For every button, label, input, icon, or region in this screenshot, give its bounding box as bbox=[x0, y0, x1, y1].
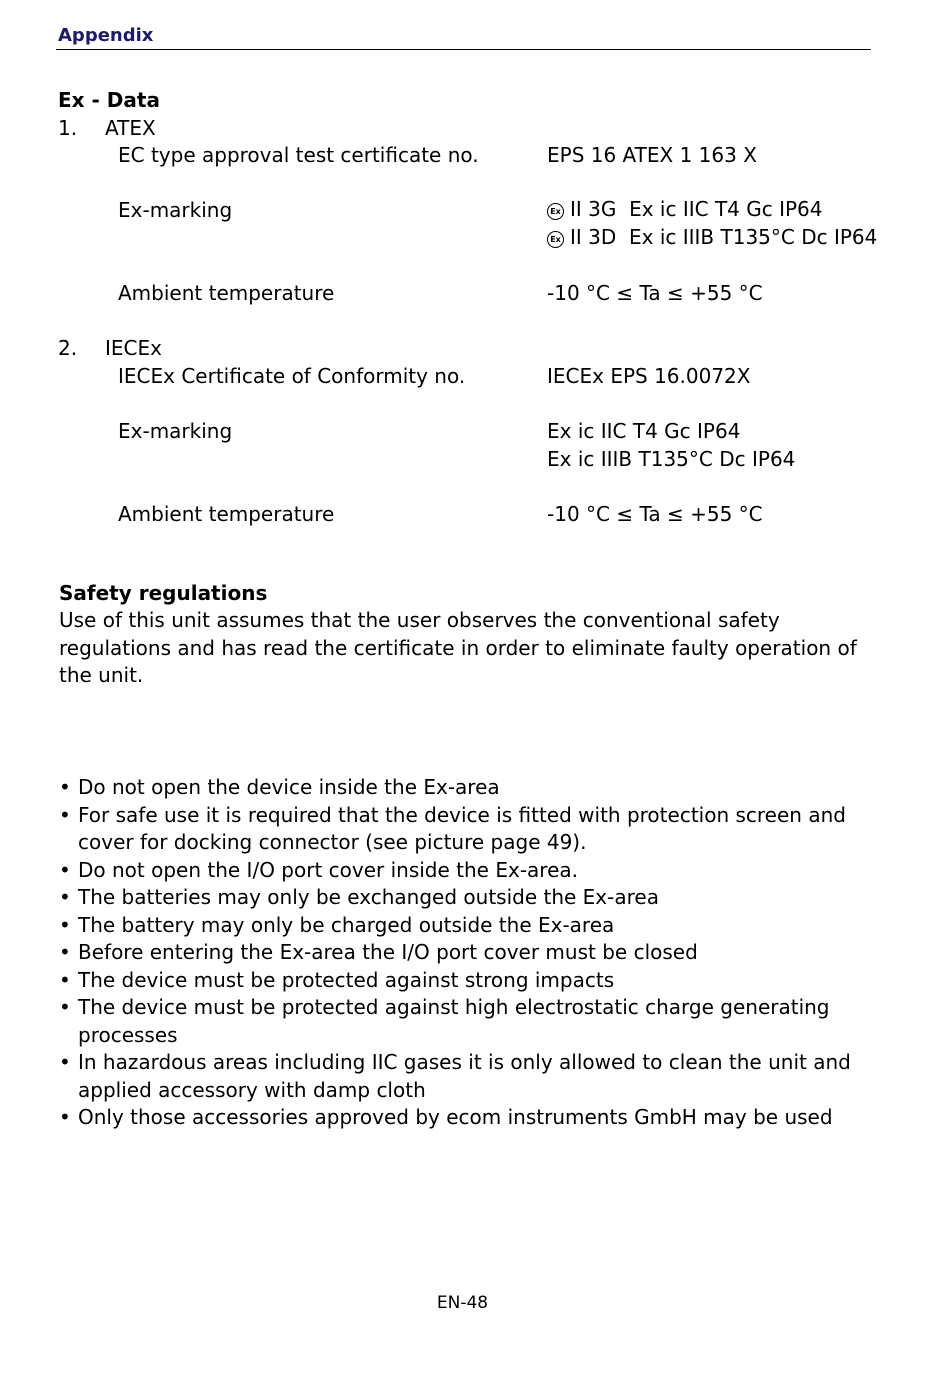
ex-mark-icon: Ex bbox=[547, 203, 564, 220]
header-title: Appendix bbox=[58, 25, 154, 46]
list-item: • The batteries may only be exchanged outside the Ex-area bbox=[59, 884, 879, 912]
ex-marking-line: Ex ic IIIB T135°C Dc IP64 bbox=[547, 447, 796, 471]
ambient-temperature-value: -10 °C ≤ Ta ≤ +55 °C bbox=[547, 502, 763, 526]
certificate-value: EPS 16 ATEX 1 163 X bbox=[547, 143, 757, 167]
list-item: • Do not open the device inside the Ex-area bbox=[59, 774, 879, 802]
certificate-value: IECEx EPS 16.0072X bbox=[547, 364, 751, 388]
section-title: ATEX bbox=[105, 116, 156, 140]
list-item: • For safe use it is required that the device is fitted with protection screen and cover for docking connector (see picture page 49). bbox=[59, 802, 879, 857]
ex-marking-label: Ex-marking bbox=[118, 198, 233, 222]
ex-data-heading: Ex - Data bbox=[58, 88, 160, 112]
list-item: • The battery may only be charged outside the Ex-area bbox=[59, 912, 879, 940]
list-item: • In hazardous areas including IIC gases it is only allowed to clean the unit and applied accessory with damp cloth bbox=[59, 1049, 879, 1104]
ambient-temperature-label: Ambient temperature bbox=[118, 281, 335, 305]
section-title: IECEx bbox=[105, 336, 162, 360]
header-divider bbox=[56, 49, 871, 50]
ex-marking-label: Ex-marking bbox=[118, 419, 233, 443]
page-number: EN-48 bbox=[436, 1293, 489, 1313]
ex-mark-icon: Ex bbox=[547, 231, 564, 248]
ambient-temperature-value: -10 °C ≤ Ta ≤ +55 °C bbox=[547, 281, 763, 305]
section-number: 1. bbox=[58, 116, 78, 140]
certificate-label: EC type approval test certificate no. bbox=[118, 143, 479, 167]
list-item: • Only those accessories approved by ecom instruments GmbH may be used bbox=[59, 1104, 879, 1132]
list-item: • The device must be protected against high electrostatic charge generating processes bbox=[59, 994, 879, 1049]
certificate-label: IECEx Certificate of Conformity no. bbox=[118, 364, 466, 388]
ex-marking-line: Ex ic IIC T4 Gc IP64 bbox=[547, 419, 741, 443]
safety-bullet-list bbox=[59, 774, 879, 1132]
list-item: • Before entering the Ex-area the I/O port cover must be closed bbox=[59, 939, 879, 967]
list-item: • The device must be protected against strong impacts bbox=[59, 967, 879, 995]
ambient-temperature-label: Ambient temperature bbox=[118, 502, 335, 526]
list-item: • Do not open the I/O port cover inside the Ex-area. bbox=[59, 857, 879, 885]
safety-paragraph: Use of this unit assumes that the user observes the conventional safety regulations and has read the certificate in order to eliminate faulty operation of the unit. bbox=[59, 608, 857, 687]
ex-marking-line: Ex II 3D Ex ic IIIB T135°C Dc IP64 bbox=[547, 223, 877, 251]
safety-heading: Safety regulations bbox=[59, 581, 268, 605]
section-number: 2. bbox=[58, 336, 78, 360]
ex-marking-line: Ex II 3G Ex ic IIC T4 Gc IP64 bbox=[547, 195, 823, 223]
